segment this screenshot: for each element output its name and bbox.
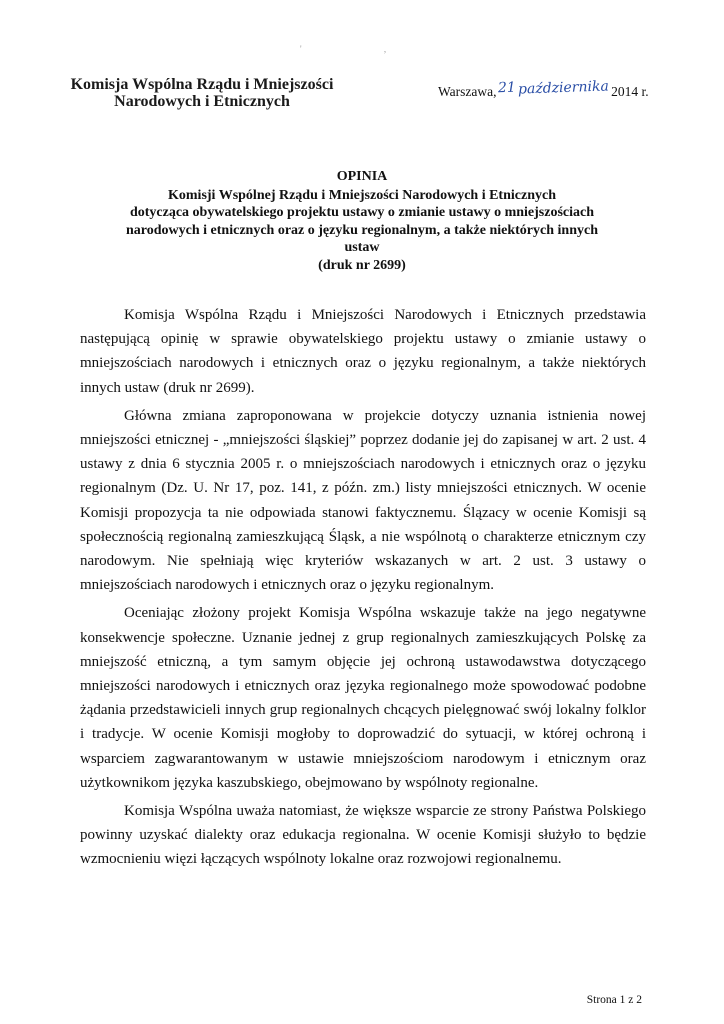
place-prefix: Warszawa, [438,84,497,99]
handwritten-month: października [518,78,610,98]
handwritten-day: 21 [497,79,516,97]
paragraph: Komisja Wspólna uważa natomiast, że większe wsparcie ze strony Państwa Polskiego powinny uzyskać dialekty oraz edukacja regionalna. W ocenie Komisji służyło to będzie wzmocnieniu więzi łączących wspólnoty lokalne oraz rozwojowi regionalnemu. [80,803,646,868]
title-line-3: narodowych i etnicznych oraz o języku regionalnym, a także niektórych innych ustaw [126,222,598,255]
scan-marks: ' , [300,44,427,54]
organization-header [62,76,342,110]
title-line-1: Komisji Wspólnej Rządu i Mniejszości Narodowych i Etnicznych [168,187,556,203]
title-line-4: (druk nr 2699) [318,257,406,273]
org-line-1: Komisja Wspólna Rządu i Mniejszości [70,76,334,93]
document-body [80,303,646,876]
paragraph: Oceniając złożony projekt Komisja Wspólna wskazuje także na jego negatywne konsekwencje społeczne. Uznanie jednej z grup regionalnych zamieszkujących Polskę za mniejszość etniczną, a tym samym objęcie jej ochroną ustawodawstwa dotyczącego mniejszości narodowych i etnicznych oraz języka regionalnego może spowodować podobne żądania przedstawicieli innych grup regionalnych chcących pielęgnować swój lokalny folklor i tradycje. W ocenie Komisji mogłoby to doprowadzić do sytuacji, w której ochroną i wsparciem zagwarantowanym w ustawie mniejszościom narodowym i etnicznym oraz użytkownikom języka kaszubskiego, obejmowano by wspólnoty regionalne. [80,605,646,791]
paragraph: Komisja Wspólna Rządu i Mniejszości Narodowych i Etnicznych przedstawia następującą opinię w sprawie obywatelskiego projektu ustawy o zmianie ustawy o mniejszościach narodowych i etnicznych oraz o języku regionalnym, a także niektórych innych ustaw (druk nr 2699). [80,307,646,396]
org-line-2: Narodowych i Etnicznych [114,93,290,110]
place-date [438,78,649,100]
document-title [112,168,612,274]
paragraph: Główna zmiana zaproponowana w projekcie dotyczy uznania istnienia nowej mniejszości etnicznej - „mniejszości śląskiej” poprzez dodanie jej do zapisanej w art. 2 ust. 4 ustawy z dnia 6 stycznia 2005 r. o mniejszościach narodowych i etnicznych oraz o języku regionalnym (Dz. U. Nr 17, poz. 141, z późn. zm.) listy mniejszości etnicznych. W ocenie Komisji propozycja ta nie odpowiada stanowi faktycznemu. Ślązacy w ocenie Komisji są społecznością regionalną zamieszkującą Śląsk, a nie wspólnotą o charakterze etnicznym czy narodowym. Nie spełniają więc kryteriów wskazanych w art. 2 ust. 3 ustawy o mniejszościach narodowych i etnicznych oraz o języku regionalnym. [80,407,646,594]
page-number: Strona 1 z 2 [586,994,642,1006]
title-line-2: dotycząca obywatelskiego projektu ustawy o zmianie ustawy o mniejszościach [129,205,595,220]
title-heading: OPINIA [336,169,388,184]
year-suffix: 2014 r. [611,84,649,99]
